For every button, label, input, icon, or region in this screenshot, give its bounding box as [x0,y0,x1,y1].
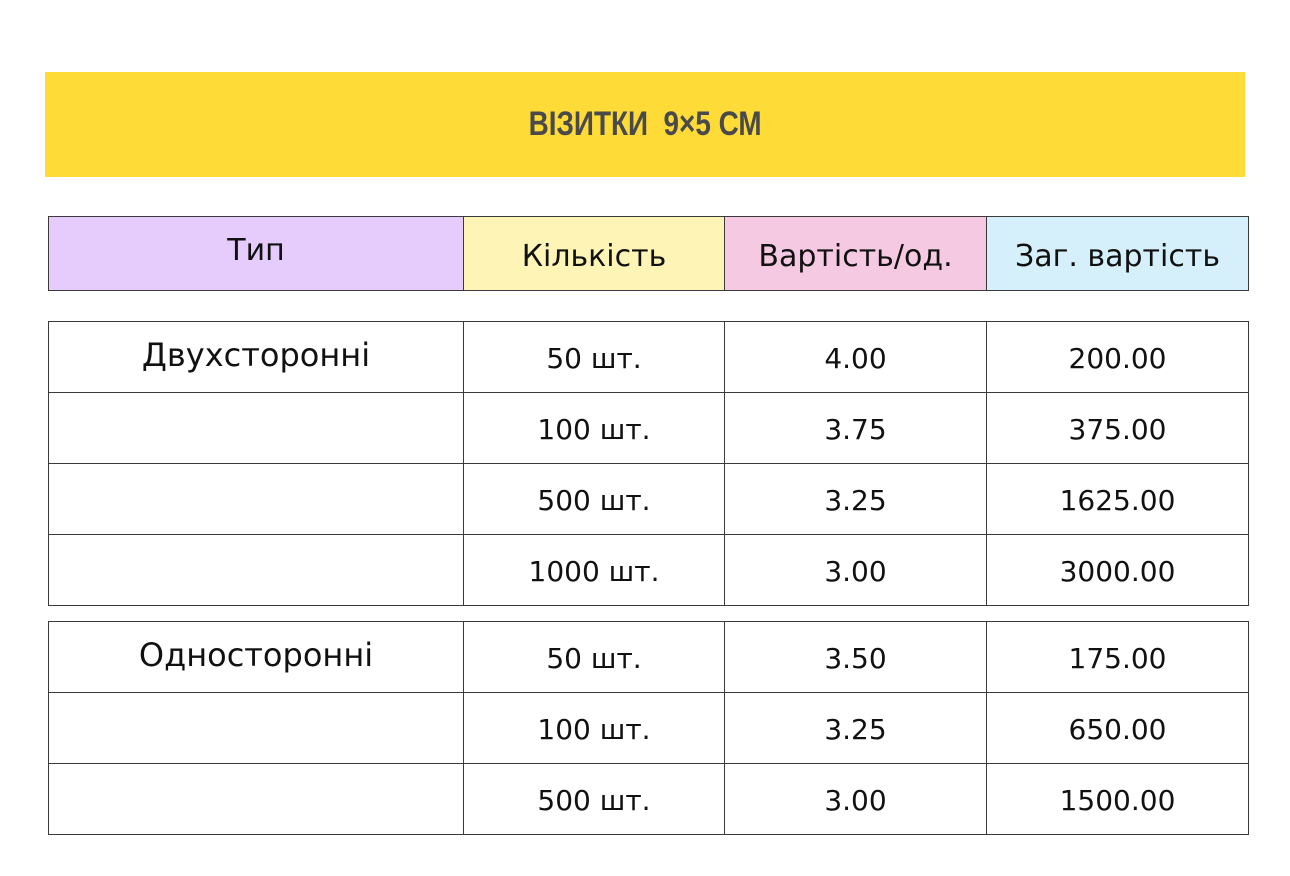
type-cell-empty [49,535,464,606]
unit-price-cell: 3.25 [725,464,987,535]
table-row [49,764,1249,835]
table-row [49,322,1249,393]
quantity-cell: 50 шт. [464,322,725,393]
type-cell-empty [49,393,464,464]
table-row [49,693,1249,764]
unit-price-cell: 3.75 [725,393,987,464]
table-row [49,622,1249,693]
total-cell: 1625.00 [987,464,1249,535]
total-cell: 200.00 [987,322,1249,393]
header-type: Тип [49,217,464,291]
type-cell-empty [49,693,464,764]
unit-price-cell: 3.00 [725,764,987,835]
unit-price-cell: 3.00 [725,535,987,606]
table-row [49,464,1249,535]
total-cell: 3000.00 [987,535,1249,606]
header-row [49,217,1249,291]
price-group-single-sided [48,621,1249,835]
total-cell: 650.00 [987,693,1249,764]
table-row [49,393,1249,464]
title-banner [45,72,1245,177]
page-title: ВІЗИТКИ 9×5 СМ [528,105,762,143]
quantity-cell: 100 шт. [464,693,725,764]
quantity-cell: 50 шт. [464,622,725,693]
type-cell-empty [49,464,464,535]
quantity-cell: 100 шт. [464,393,725,464]
quantity-cell: 500 шт. [464,764,725,835]
unit-price-cell: 4.00 [725,322,987,393]
header-unit-price: Вартість/од. [725,217,987,291]
type-cell-empty [49,764,464,835]
quantity-cell: 1000 шт. [464,535,725,606]
type-cell: Двухсторонні [49,322,464,393]
table-row [49,535,1249,606]
type-cell: Односторонні [49,622,464,693]
unit-price-cell: 3.50 [725,622,987,693]
total-cell: 175.00 [987,622,1249,693]
table-header [48,216,1249,291]
quantity-cell: 500 шт. [464,464,725,535]
total-cell: 1500.00 [987,764,1249,835]
price-group-double-sided [48,321,1249,606]
unit-price-cell: 3.25 [725,693,987,764]
header-total: Заг. вартість [987,217,1249,291]
total-cell: 375.00 [987,393,1249,464]
header-quantity: Кількість [464,217,725,291]
